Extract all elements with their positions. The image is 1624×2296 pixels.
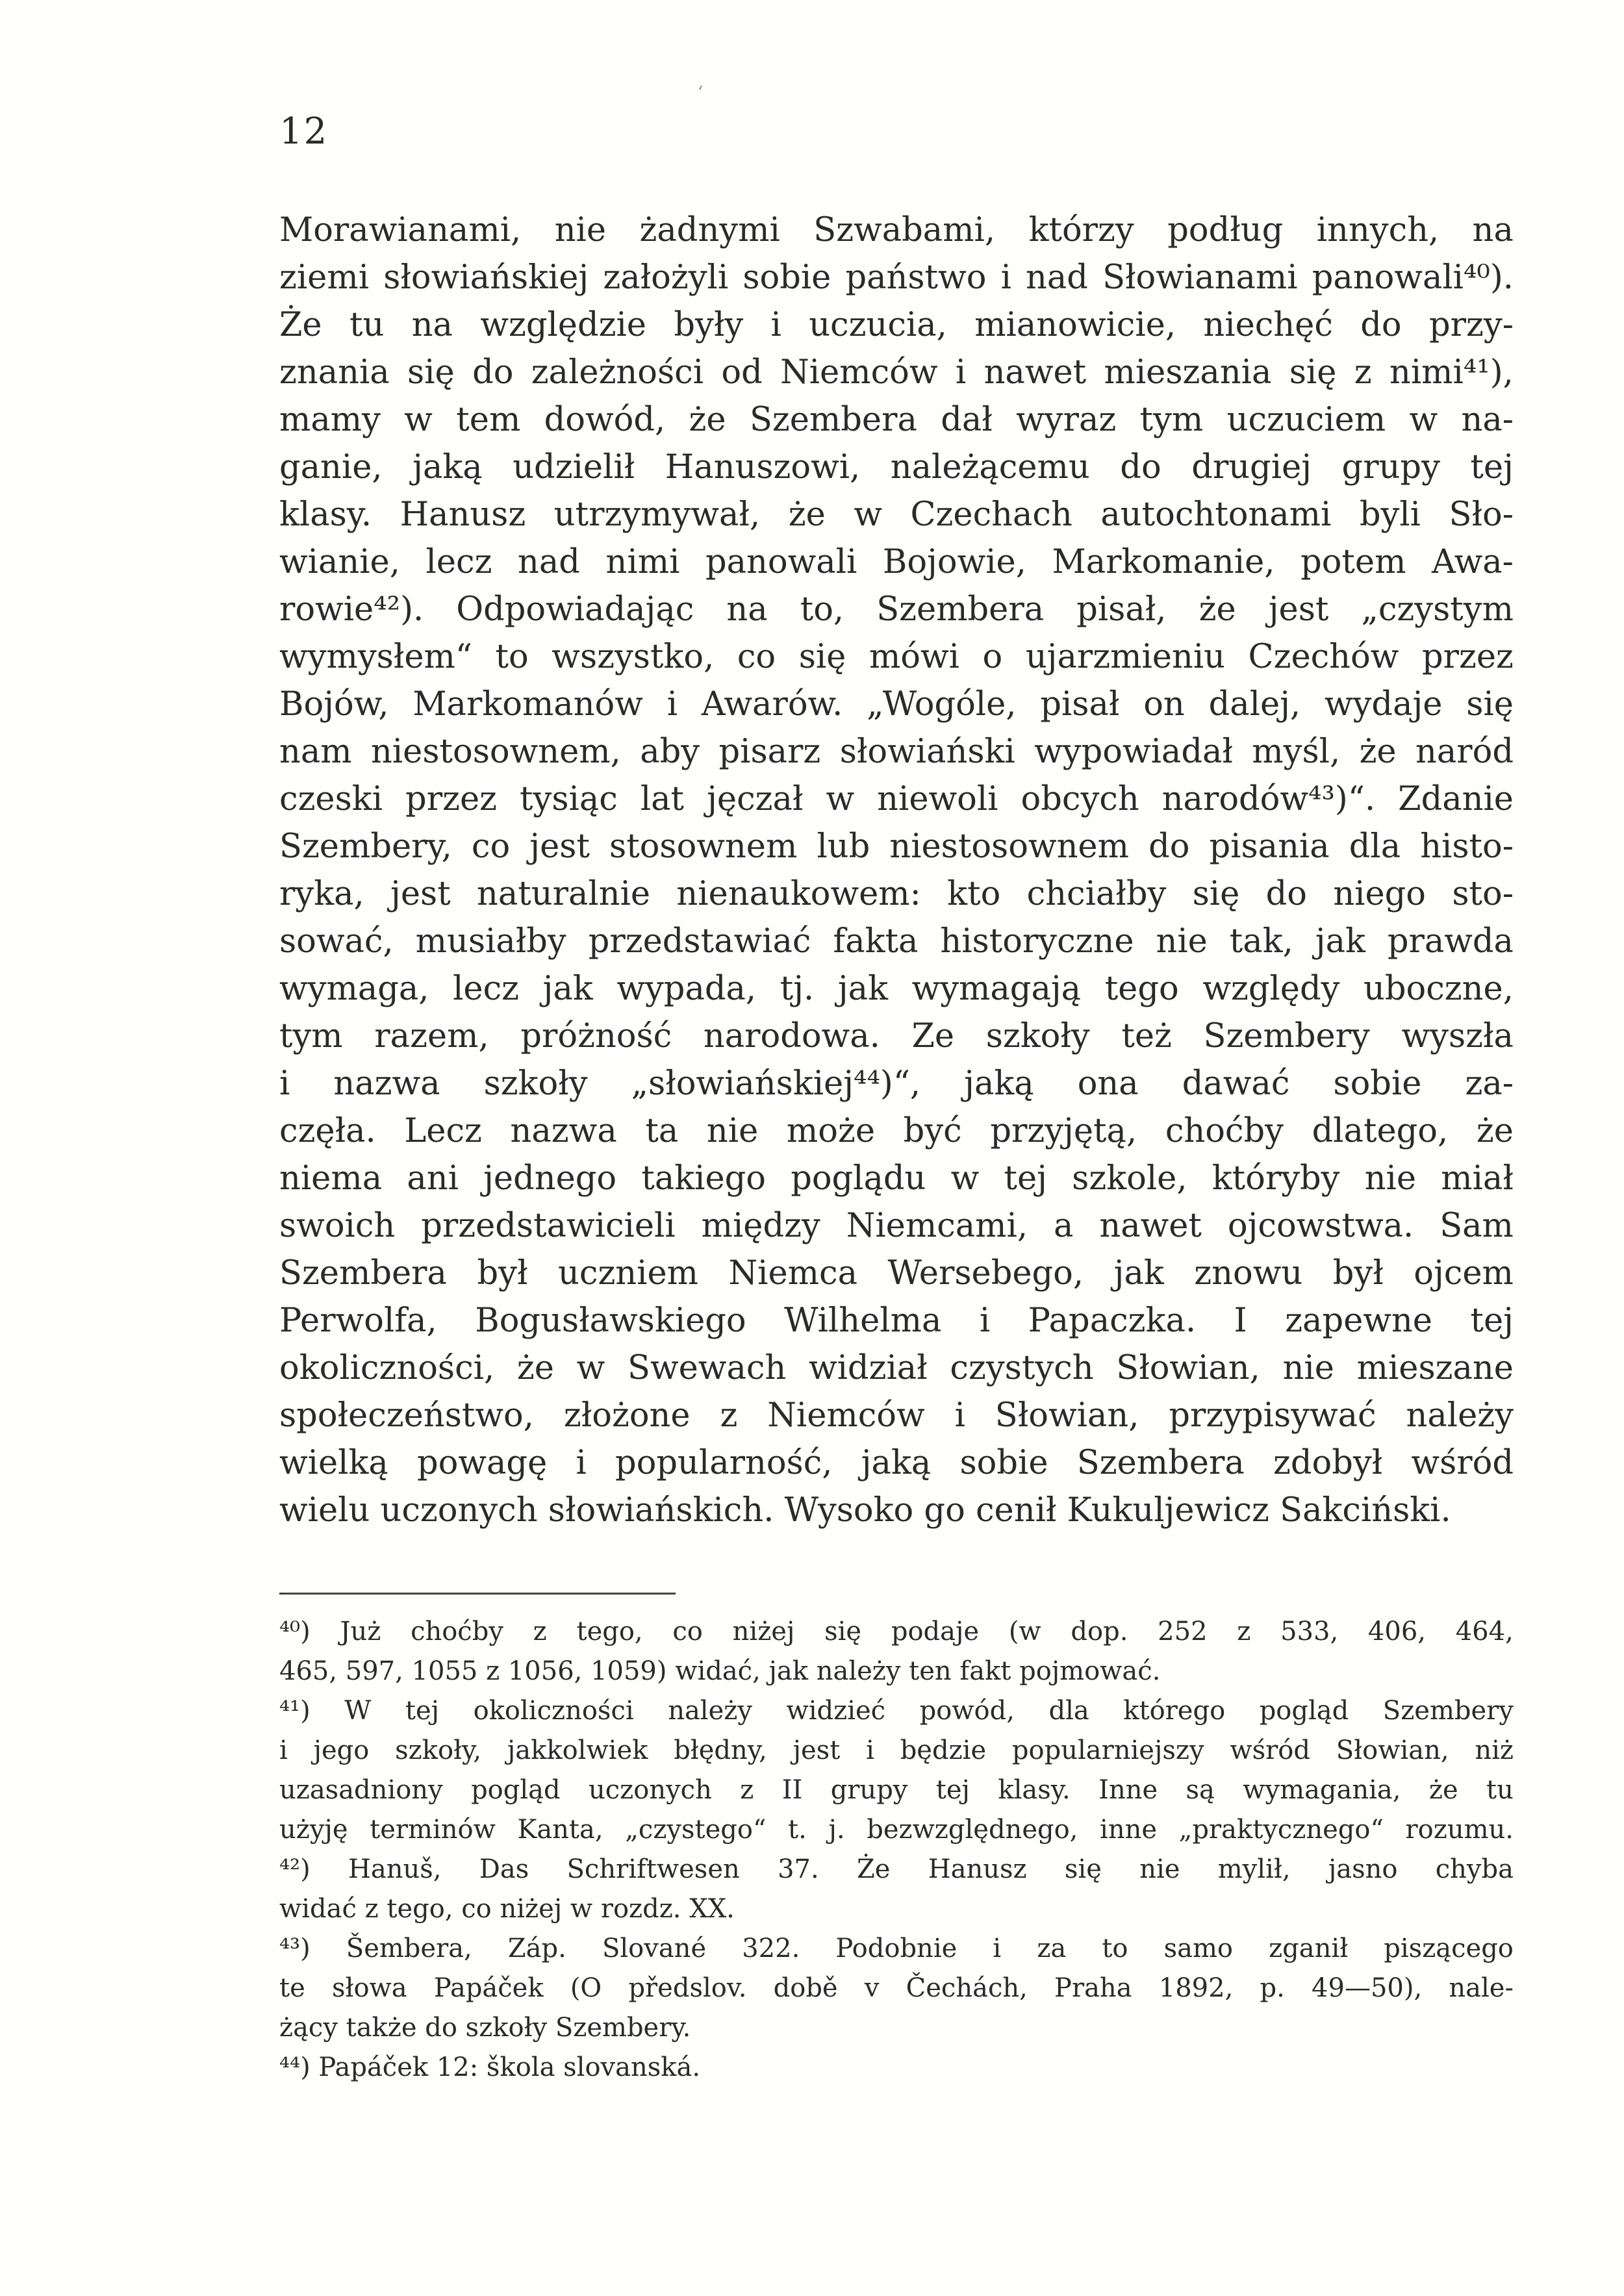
body-line: Że tu na względzie były i uczucia, mianowicie, niechęć do przy- <box>279 306 1514 344</box>
footnote-line: żący także do szkoły Szembery. <box>279 2013 691 2043</box>
footnote-line: ⁴²) Hanuš, Das Schriftwesen 37. Że Hanusz się nie mylił, jasno chyba <box>279 1854 1514 1884</box>
body-line: swoich przedstawicieli między Niemcami, a nawet ojcowstwa. Sam <box>279 1207 1514 1245</box>
footnote-line: uzasadniony pogląd uczonych z II grupy tej klasy. Inne są wymagania, że tu <box>279 1775 1514 1805</box>
footnote-line: ⁴⁰) Już choćby z tego, co niżej się podaje (w dop. 252 z 533, 406, 464, <box>279 1617 1514 1646</box>
page-number: 12 <box>279 110 329 153</box>
body-line: klasy. Hanusz utrzymywał, że w Czechach autochtonami byli Sło- <box>279 496 1514 534</box>
body-line: wymysłem“ to wszystko, co się mówi o ujarzmieniu Czechów przez <box>279 638 1514 676</box>
body-line: Bojów, Markomanów i Awarów. „Wogóle, pisał on dalej, wydaje się <box>279 685 1514 724</box>
footnote-line: ⁴³) Šembera, Záp. Slované 322. Podobnie i za to samo zganił piszącego <box>279 1934 1514 1963</box>
body-line: ziemi słowiańskiej założyli sobie państwo i nad Słowianami panowali⁴⁰). <box>279 259 1514 297</box>
body-line: okoliczności, że w Swewach widział czystych Słowian, nie mieszane <box>279 1349 1514 1387</box>
margin-tick-mark: ‘ <box>698 83 704 103</box>
body-line: i nazwa szkoły „słowiańskiej⁴⁴)“, jaką ona dawać sobie za- <box>279 1065 1514 1103</box>
body-line: ganie, jaką udzielił Hanuszowi, należącemu do drugiej grupy tej <box>279 448 1514 486</box>
footnote-line: te słowa Papáček (O předslov. době v Čechách, Praha 1892, p. 49—50), nale- <box>279 1973 1514 2003</box>
footnote-line: widać z tego, co niżej w rozdz. XX. <box>279 1894 735 1924</box>
body-line: ryka, jest naturalnie nienaukowem: kto chciałby się do niego sto- <box>279 875 1514 913</box>
body-line: wielką powagę i popularność, jaką sobie Szembera zdobył wśród <box>279 1444 1514 1482</box>
body-line: czeski przez tysiąc lat jęczał w niewoli obcych narodów⁴³)“. Zdanie <box>279 780 1514 818</box>
body-line: Szembery, co jest stosownem lub niestosownem do pisania dla histo- <box>279 827 1514 866</box>
body-line: częła. Lecz nazwa ta nie może być przyjętą, choćby dlatego, że <box>279 1112 1514 1150</box>
body-line: wymaga, lecz jak wypada, tj. jak wymagają tego względy uboczne, <box>279 970 1514 1008</box>
body-line: znania się do zależności od Niemców i nawet mieszania się z nimi⁴¹), <box>279 353 1514 392</box>
body-line: społeczeństwo, złożone z Niemców i Słowian, przypisywać należy <box>279 1396 1514 1435</box>
footnote-separator <box>279 1593 676 1595</box>
body-line: wielu uczonych słowiańskich. Wysoko go cenił Kukuljewicz Sakciński. <box>279 1491 1451 1530</box>
body-line: nam niestosownem, aby pisarz słowiański wypowiadał myśl, że naród <box>279 733 1514 771</box>
body-line: mamy w tem dowód, że Szembera dał wyraz tym uczuciem w na- <box>279 401 1514 439</box>
body-line: sować, musiałby przedstawiać fakta historyczne nie tak, jak prawda <box>279 922 1514 961</box>
footnote-line: ⁴¹) W tej okoliczności należy widzieć powód, dla którego pogląd Szembery <box>279 1696 1514 1726</box>
body-line: Morawianami, nie żadnymi Szwabami, którzy podług innych, na <box>279 211 1514 249</box>
footnote-line: ⁴⁴) Papáček 12: škola slovanská. <box>279 2052 701 2082</box>
footnotes <box>279 1612 1514 2088</box>
body-line: wianie, lecz nad nimi panowali Bojowie, Markomanie, potem Awa- <box>279 543 1514 581</box>
body-line: rowie⁴²). Odpowiadając na to, Szembera pisał, że jest „czystym <box>279 590 1514 629</box>
body-line: Szembera był uczniem Niemca Wersebego, jak znowu był ojcem <box>279 1254 1514 1293</box>
body-line: tym razem, próżność narodowa. Ze szkoły też Szembery wyszła <box>279 1017 1514 1055</box>
footnote-line: użyję terminów Kanta, „czystego“ t. j. bezwzględnego, inne „praktycznego“ rozumu. <box>279 1815 1514 1845</box>
footnote-line: i jego szkoły, jakkolwiek błędny, jest i będzie popularniejszy wśród Słowian, niż <box>279 1735 1514 1765</box>
body-line: Perwolfa, Bogusławskiego Wilhelma i Papaczka. I zapewne tej <box>279 1302 1514 1340</box>
body-line: niema ani jednego takiego poglądu w tej szkole, któryby nie miał <box>279 1159 1514 1198</box>
body-text <box>279 207 1514 1534</box>
footnote-line: 465, 597, 1055 z 1056, 1059) widać, jak należy ten fakt pojmować. <box>279 1656 1161 1686</box>
